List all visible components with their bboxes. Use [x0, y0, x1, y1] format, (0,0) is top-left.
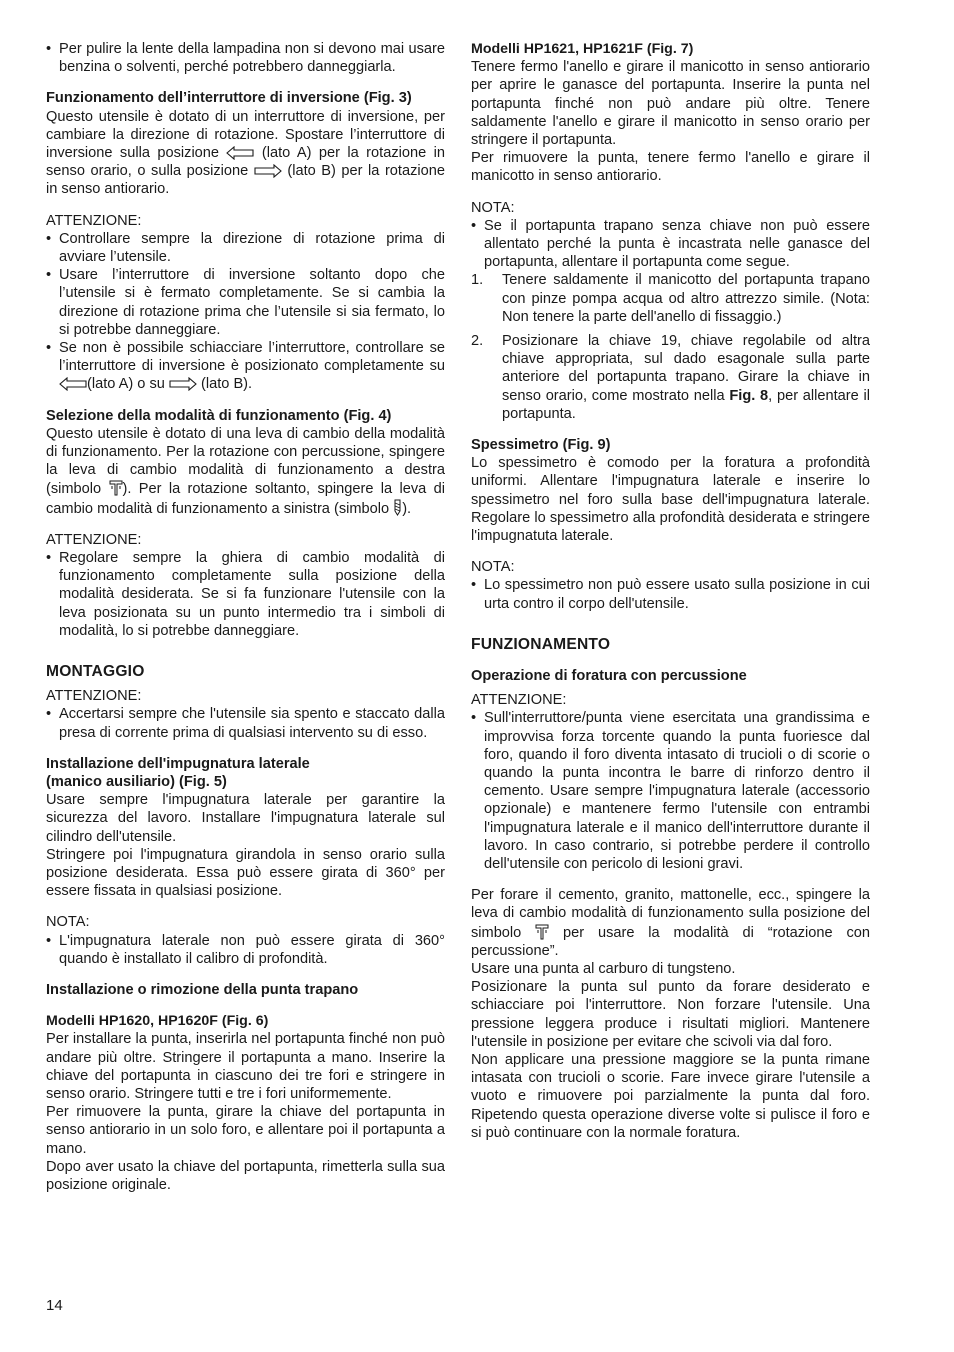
keyless-chuck-note-list [471, 217, 870, 272]
arrow-right-icon [254, 164, 282, 178]
list-item: • Se il portapunta trapano senza chiave non può essere allentato perché la punta è incastrata nelle ganasce del portapunta, allentare il portapunta come segue. [471, 217, 870, 272]
reversing-caution-list [46, 230, 445, 394]
arrow-left-icon [226, 146, 254, 160]
list-item: • Regolare sempre la ghiera di cambio modalità di funzionamento completamente sulla posizione della modalità desiderata. Se si fa funzionare l'utensile con la leva posizionata su un punto intermedio tra i simboli di modalità, lo si potrebbe danneggiare. [46, 549, 445, 640]
hammer-drill-symbol-icon [535, 923, 549, 940]
reversing-switch-body: Questo utensile è dotato di un interruttore di inversione, per cambiare la direzione di rotazione. Spostare l’interruttore di inversione sulla posizione (lato A) per la rotazione in senso orario, o sulla posizione (lato B) per la rotazione in senso antiorario. [46, 108, 445, 198]
mode-selection-heading: Selezione della modalità di funzionamento (Fig. 4) [46, 407, 392, 424]
note-label: NOTA: [471, 559, 515, 576]
list-item: • Lo spessimetro non può essere usato sulla posizione in cui urta contro il corpo dell'utensile. [471, 576, 870, 612]
step-number: 1. [471, 272, 484, 289]
caution-label: ATTENZIONE: [471, 692, 567, 709]
step-item: 2. Posizionare la chiave 19, chiave regolabile od altra chiave appropriata, sul dado esagonale sulla parte anteriore del portapunta trapano. Girare la chiave in senso orario, come mostrato nella Fig. 8, per allentare il portapunta. [471, 333, 871, 422]
list-item: • Per pulire la lente della lampadina non si devono mai usare benzina o solventi, perché potrebbero danneggiarla. [46, 40, 445, 76]
mode-caution-list [46, 549, 445, 640]
step-item: 1. Tenere saldamente il manicotto del portapunta trapano con pinze pompa acqua od altro attrezzo simile. (Nota: Non tenere la parte dell'anello di fissaggio.) [471, 272, 870, 325]
list-item: • Controllare sempre la direzione di rotazione prima di avviare l’utensile. [46, 230, 445, 266]
side-grip-note-list [46, 932, 445, 968]
bit-install-body-1: Per installare la punta, inserirla nel portapunta finché non può andare più oltre. Stringere il portapunta a mano. Inserire la chiave del portapunta in ciascuno dei tre fori e stringere in senso orario. Stringere tutti e tre i fori uniformemente. [46, 1031, 445, 1102]
bit-install-heading: Installazione o rimozione della punta trapano [46, 981, 359, 998]
list-item: • Usare l’interruttore di inversione soltanto dopo che l’utensile si è fermato completamente. Se si cambia la direzione di rotazione prima che l’utensile si sia fermato, lo si potrebbe danneggiare. [46, 266, 445, 339]
page-number: 14 [46, 1297, 63, 1314]
bit-install-body-3: Dopo aver usato la chiave del portapunta, rimetterla sulla sua posizione originale. [46, 1158, 445, 1193]
hammer-drilling-body-4: Non applicare una pressione maggiore se la punta rimane intasata con trucioli o scorie. Fare invece girare l'utensile a vuoto e rimuovere poi parzialmente la punta dal foro. Ripetendo questa operazione diverse volte si pulisce il foro e si può continuare con la normale foratura. [471, 1051, 870, 1141]
fig-reference: Fig. 8 [729, 387, 769, 404]
list-item: • Se non è possibile schiacciare l’interruttore, controllare se l’interruttore di inversione è posizionato completamente su (lato A) o su (lato B). [46, 339, 445, 394]
hammer-drilling-body-2: Usare una punta al carburo di tungsteno. [471, 960, 736, 977]
arrow-right-icon [169, 377, 197, 391]
note-label: NOTA: [46, 914, 90, 931]
note-label: NOTA: [471, 199, 515, 216]
hammer-drilling-caution-list [471, 709, 870, 873]
depth-gauge-note-list [471, 576, 870, 612]
hammer-drilling-subheading: Operazione di foratura con percussione [471, 667, 747, 684]
intro-bullets [46, 40, 445, 76]
right-column [471, 40, 870, 1142]
hammer-drilling-body-1: Per forare il cemento, granito, mattonelle, ecc., spingere la leva di cambio modalità di funzionamento sulla posizione del simbolo per usare la modalità di “rotazione con percussione”. [471, 887, 871, 959]
models-hp1620-subheading: Modelli HP1620, HP1620F (Fig. 6) [46, 1013, 269, 1030]
depth-gauge-body: Lo spessimetro è comodo per la foratura a profondità uniformi. Allentare l'impugnatura laterale e inserire lo spessimetro nel foro sulla base dell'impugnatura laterale. Regolare lo spessimetro alla profondità desiderata e stringere l'impugnatuta laterale. [471, 455, 870, 545]
arrow-left-icon [59, 377, 87, 391]
bit-install-body-2: Per rimuovere la punta, girare la chiave del portapunta in senso antiorario in un solo foro, e allentare poi il portapunta a mano. [46, 1104, 445, 1157]
loosen-steps-list [471, 271, 870, 423]
models-hp1621-body-1: Tenere fermo l'anello e girare il manicotto in senso antiorario per aprire le ganasce del portapunta. Inserire la punta nel portapunta finché non può andare più oltre. Tenere saldamente l'anello e girare il manicotto in senso orario per stringere il portapunta. [471, 59, 870, 149]
models-hp1621-body-2: Per rimuovere la punta, tenere fermo l'anello e girare il manicotto in senso antiorario. [471, 150, 870, 185]
hammer-drilling-body-3: Posizionare la punta sul punto da forare desiderato e schiacciare poi l'interruttore. Non forzare l'utensile. Una pressione leggera produce i risultati migliori. Mantenere l'utensile in posizione per evitare che scivoli via dal foro. [471, 979, 870, 1050]
hammer-drill-symbol-icon [109, 479, 123, 496]
drill-bit-symbol-icon [393, 499, 402, 516]
left-column [46, 40, 445, 1194]
mode-selection-body: Questo utensile è dotato di una leva di cambio della modalità di funzionamento. Per la rotazione con percussione, spingere la leva di cambio modalità di funzionamento a destra (simbolo ). Per la rotazione soltanto, spingere la leva di cambio modalità di funzionamento a sinistra (simbolo ). [46, 425, 445, 517]
models-hp1621-subheading: Modelli HP1621, HP1621F (Fig. 7) [471, 41, 694, 57]
list-item: • L'impugnatura laterale non può essere girata di 360° quando è installato il calibro di profondità. [46, 932, 445, 968]
step-number: 2. [471, 333, 484, 350]
montaggio-caution-list [46, 705, 445, 741]
reversing-switch-heading: Funzionamento dell’interruttore di inversione (Fig. 3) [46, 90, 412, 107]
caution-label: ATTENZIONE: [46, 531, 142, 548]
side-grip-body-1: Usare sempre l'impugnatura laterale per garantire la sicurezza del lavoro. Installare l'impugnatura laterale sul cilindro dell'utensile. [46, 792, 445, 845]
funzionamento-section-heading: FUNZIONAMENTO [471, 635, 611, 653]
side-grip-body-2: Stringere poi l'impugnatura girandola in senso orario sulla posizione desiderata. Essa può essere girata di 360° per essere fissata in qualsiasi posizione. [46, 846, 445, 900]
caution-label: ATTENZIONE: [46, 212, 142, 229]
list-item: • Sull'interruttore/punta viene esercitata una grandissima e improvvisa forza torcente quando la punta fuoriesce dal foro, quando il foro diventa intasato di trucioli o di scorie o quando la punta incontra le barre di rinforzo dentro il cemento. Usare sempre l'impugnatura laterale (accessorio opzionale) e mantenere fermo l'utensile con entrambi l'impugnatura laterale e il manico dell'interruttore durante il lavoro. In caso contrario, si potrebbe perdere il controllo dell'utensile con pericolo di lesioni gravi. [471, 709, 870, 873]
caution-label: ATTENZIONE: [46, 688, 142, 705]
list-item: • Accertarsi sempre che l'utensile sia spento e staccato dalla presa di corrente prima di qualsiasi intervento su di esso. [46, 705, 445, 741]
montaggio-section-heading: MONTAGGIO [46, 663, 145, 681]
depth-gauge-heading: Spessimetro (Fig. 9) [471, 437, 611, 454]
side-grip-heading: Installazione dell'impugnatura laterale (manico ausiliario) (Fig. 5) [46, 755, 310, 790]
